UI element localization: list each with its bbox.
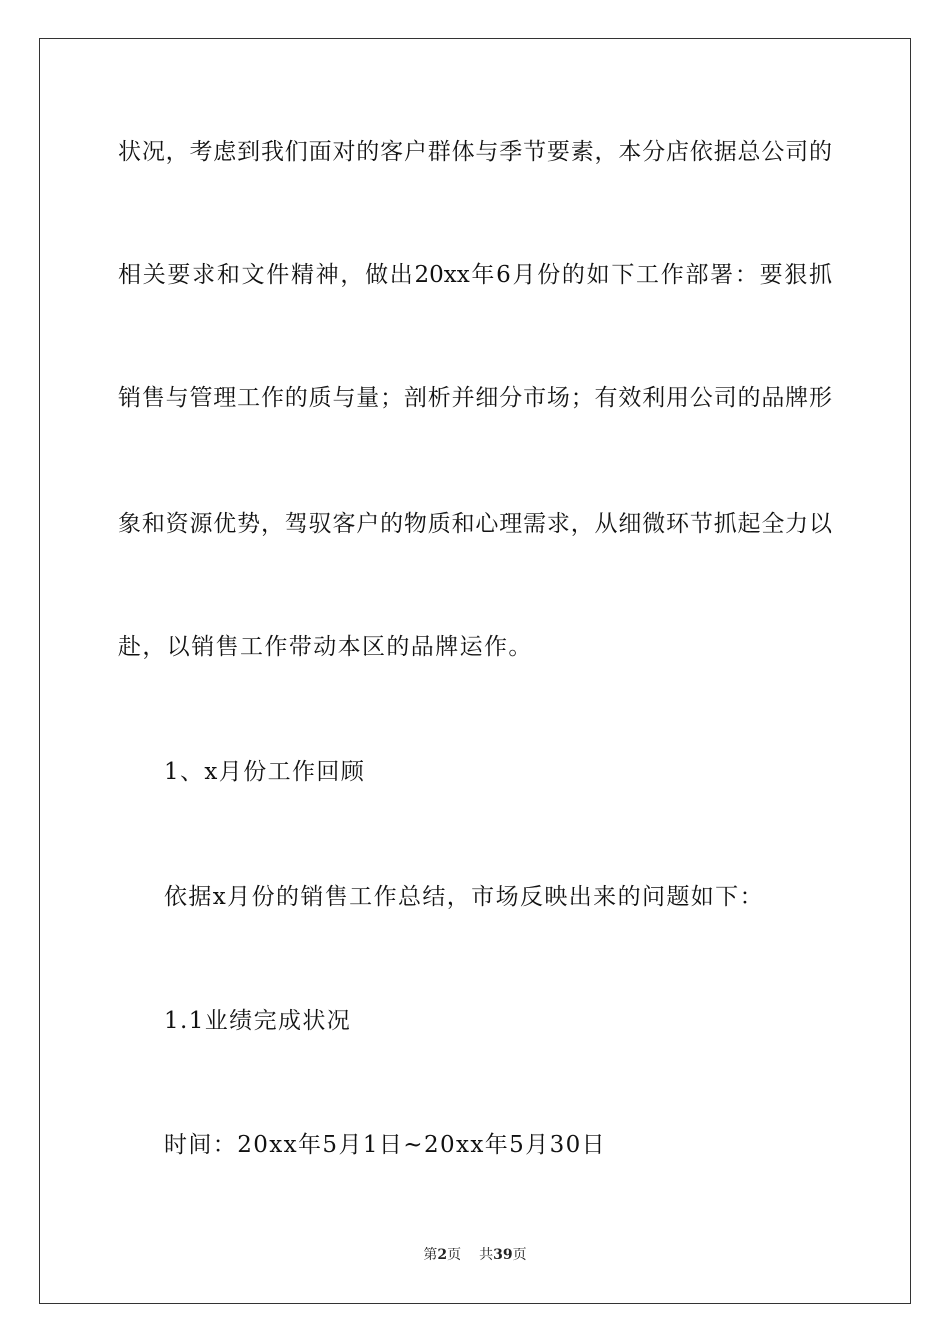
page-footer bbox=[0, 1246, 950, 1264]
body-line-5: 赴，以销售工作带动本区的品牌运作。 bbox=[118, 634, 533, 660]
body-line-7: 依据x月份的销售工作总结，市场反映出来的问题如下： bbox=[164, 884, 764, 910]
body-line-4: 象和资源优势，驾驭客户的物质和心理需求，从细微环节抓起全力以 bbox=[118, 511, 832, 537]
body-line-2: 相关要求和文件精神，做出20xx年6月份的如下工作部署：要狠抓 bbox=[118, 262, 832, 288]
body-line-1: 状况，考虑到我们面对的客户群体与季节要素，本分店依据总公司的 bbox=[118, 139, 832, 165]
footer-page-prefix: 第 bbox=[423, 1247, 438, 1263]
footer-page-number: 2 bbox=[437, 1247, 448, 1263]
body-line-3: 销售与管理工作的质与量；剖析并细分市场；有效利用公司的品牌形 bbox=[118, 385, 832, 411]
section-heading: 1、x月份工作回顾 bbox=[164, 759, 366, 785]
footer-page-suffix: 页 bbox=[447, 1247, 462, 1263]
subsection-heading: 1.1业绩完成状况 bbox=[164, 1008, 352, 1034]
footer-total-prefix: 共 bbox=[479, 1247, 494, 1263]
footer-total-pages: 39 bbox=[493, 1247, 513, 1263]
page-frame bbox=[39, 38, 911, 1304]
footer-total-suffix: 页 bbox=[512, 1247, 527, 1263]
time-range-line: 时间：20xx年5月1日~20xx年5月30日 bbox=[164, 1132, 607, 1158]
